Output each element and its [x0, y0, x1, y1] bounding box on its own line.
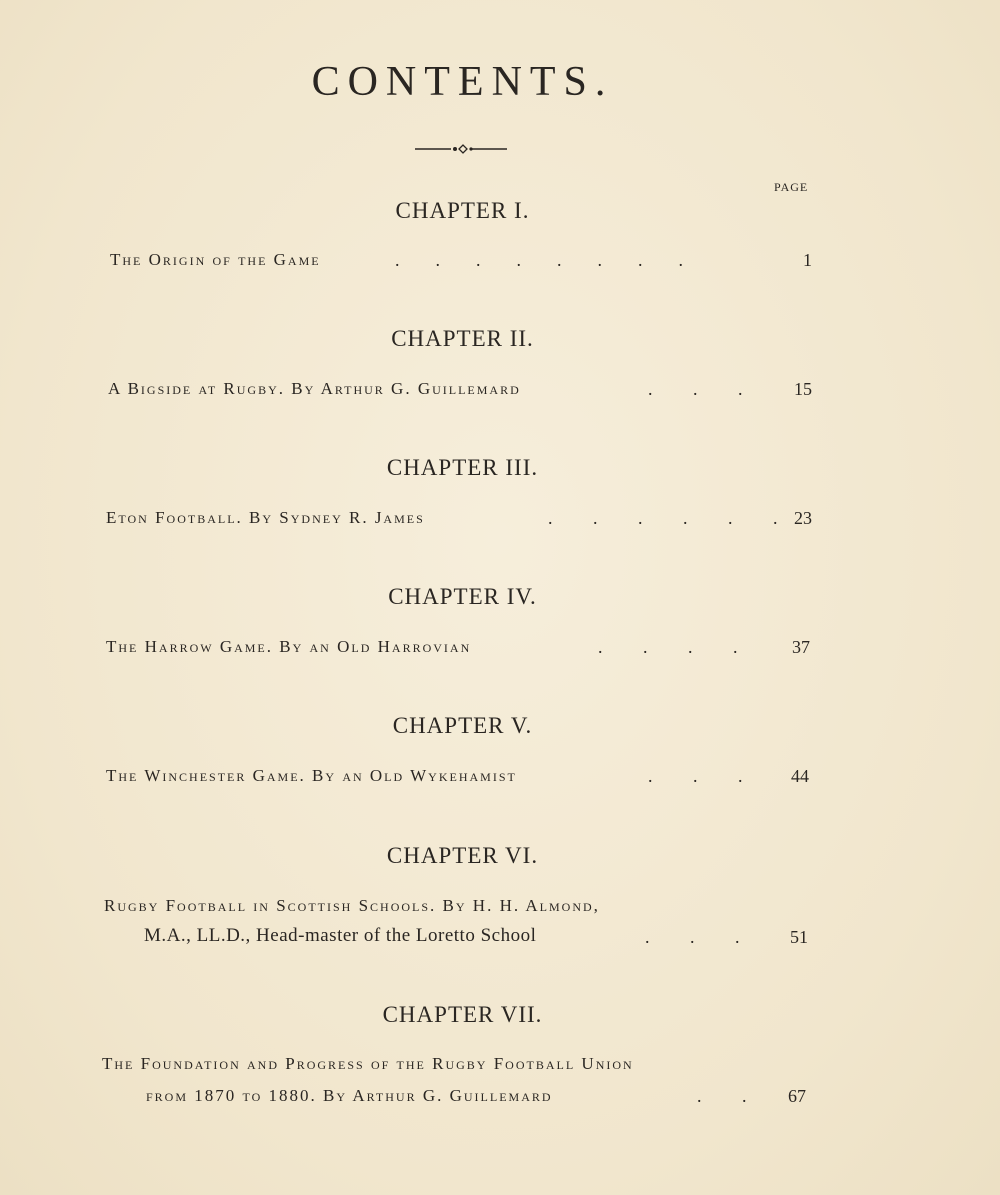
leader-dots: . . . . . . . . [395, 250, 683, 270]
chapter-title: The Foundation and Progress of the Rugby Football Union [102, 1054, 634, 1073]
chapter-title: The Harrow Game. By an Old Harrovian [106, 637, 472, 656]
page-number: 51 [790, 927, 808, 947]
leader-dots: . . . . [598, 637, 738, 657]
leader-dots: . . . . . . [548, 508, 778, 528]
page-number: 67 [788, 1086, 806, 1106]
chapter-title: The Winchester Game. By an Old Wykehamist [106, 766, 517, 785]
chapter-heading: CHAPTER I. [395, 198, 530, 223]
page-number: 15 [794, 379, 812, 399]
chapter-title: A Bigside at Rugby. By Arthur G. Guillemard [108, 379, 521, 398]
page-number: 37 [792, 637, 810, 657]
chapter-title: Eton Football. By Sydney R. James [106, 508, 425, 527]
leader-dots: . . . [648, 766, 743, 786]
chapter-heading: CHAPTER VI. [386, 843, 539, 868]
chapter-heading: CHAPTER II. [391, 326, 534, 351]
page-number: 44 [791, 766, 809, 786]
page-column-label: PAGE [774, 180, 809, 194]
chapter-title-continuation: M.A., LL.D., Head-master of the Loretto School [144, 925, 537, 946]
leader-dots: . . [697, 1086, 747, 1106]
chapter-title-continuation: from 1870 to 1880. By Arthur G. Guillemard [146, 1086, 553, 1105]
chapter-heading: CHAPTER III. [386, 455, 539, 480]
leader-dots: . . . [645, 927, 740, 947]
chapter-title: Rugby Football in Scottish Schools. By H. H. Almond, [104, 896, 600, 915]
leader-dots: . . . [648, 379, 743, 399]
ornament-divider-icon [415, 140, 507, 158]
chapter-heading: CHAPTER V. [392, 713, 533, 738]
chapter-heading: CHAPTER VII. [382, 1002, 543, 1027]
chapter-heading: CHAPTER IV. [388, 584, 537, 609]
page-title: CONTENTS. [311, 59, 614, 105]
chapter-title: The Origin of the Game [110, 250, 321, 269]
page-number: 23 [794, 508, 812, 528]
page-number: 1 [803, 250, 812, 270]
